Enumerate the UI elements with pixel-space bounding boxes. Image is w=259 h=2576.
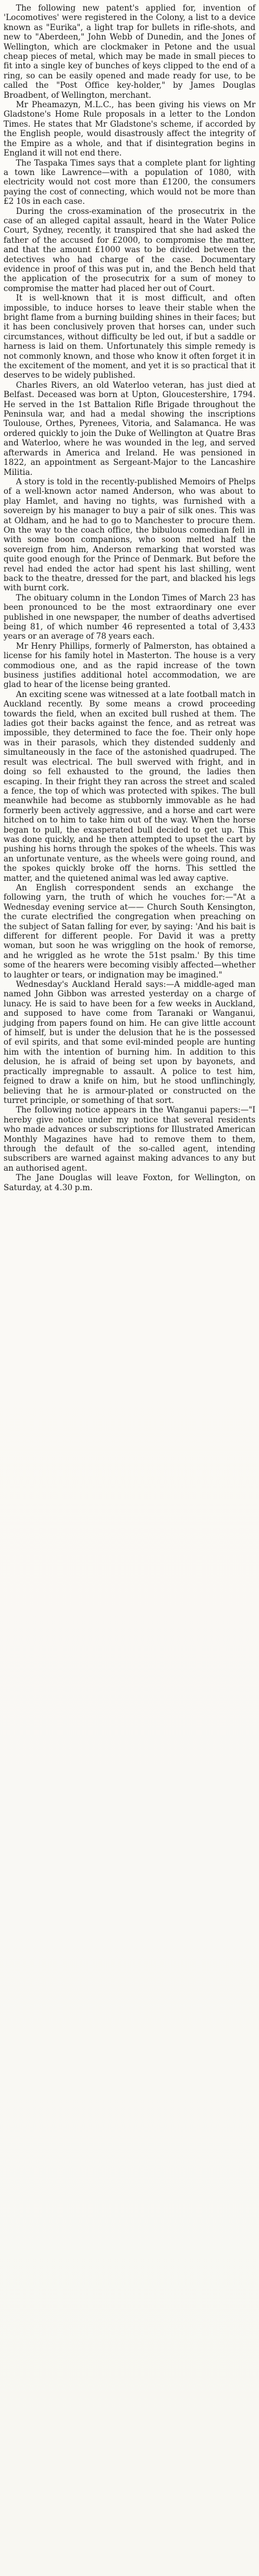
article-electric-lighting: The Taspaka Times says that a complete plant for lighting a town like Lawrence—with a population of 1080, with electricity would not cost more than £1200, the consumers paying the cost of connecting, which would not be more than £2 10s in each case. [4, 158, 255, 207]
article-horses-fire: It is well-known that it is most difficult, and often impossible, to induce horses to leave their stable when the bright flame from a burning building shines in their faces; but it has been conclusively proven that horses can, under such circumstances, without difficulty be led out, if but a saddle or harness is laid on them. Unfortunately this simple remedy is not commonly known, and those who know it often forget it in the excitement of the moment, and yet it is so practical that it deserves to be widely published. [4, 293, 255, 381]
article-actor-anderson: A story is told in the recently-published Memoirs of Phelps of a well-known actor named Anderson, who was about to play Hamlet, and having no tights, was furnished with a sovereign by his manager to buy a pair of silk ones. This was at Oldham, and he had to go to Manchester to procure them. On the way to the coach office, the bibulous comedian fell in with some boon companions, who soon melted half the sovereign from him, Anderson remarking that worsted was quite good enough for the Prince of Denmark. But before the revel had ended the actor had spent his last shilling, went back to the theatre, dressed for the part, and blacked his legs with burnt cork. [4, 477, 255, 593]
article-bull-football-match: An exciting scene was witnessed at a late football match in Auckland recently. By some means a crowd proceeding towards the field, when an excited bull rushed at them. The ladies got their backs against the fence, and as retreat was impossible, they determined to face the foe. Their only hope was in their parasols, which they distended suddenly and simultaneously in the face of the astonished quadruped. The result was electrical. The bull swerved with fright, and in doing so fell exhausted to the ground, the ladies then escaping. In their fright they ran across the street and scaled a fence, the top of which was protected with spikes. The bull meanwhile had become as stubbornly immovable as he had formerly been actively aggressive, and a horse and cart were hitched on to him to take him out of the way. When the horse began to pull, the exasperated bull decided to get up. This was done quickly, and he then attempted to upset the cart by pushing his horns through the spokes of the wheels. This was an unfortunate venture, as the wheels were going round, and the spokes quickly broke off the horns. This settled the matter, and the quietened animal was led away captive. [4, 689, 255, 883]
article-waterloo-veteran: Charles Rivers, an old Waterloo veteran, has just died at Belfast. Deceased was born at Upton, Gloucestershire, 1794. He served in the 1st Battalion Rifle Brigade throughout the Peninsula war, and had a medal showing the inscriptions Toulouse, Orthes, Pyrenees, Vitoria, and Salamanca. He was ordered quickly to join the Duke of Wellington at Quatre Bras and Waterloo, where he was wounded in the leg, and served afterwards in America and Ireland. He was pensioned in 1822, an appointment as Sergeant-Major to the Lancashire Militia. [4, 380, 255, 477]
article-hotel-license: Mr Henry Phillips, formerly of Palmerston, has obtained a license for his family hotel in Masterton. The house is a very commodious one, and as the rapid increase of the town business justifies additional hotel accommodation, we are glad to hear of the license being granted. [4, 641, 255, 690]
article-wanganui-notice: The following notice appears in the Wanganui papers:—"I hereby give notice under my notice that several residents who made advances or subscriptions for Illustrated American Monthly Magazines have had to remove them to them, through the default of the so-called agent, intending subscribers are warned against making advances to any but an authorised agent. [4, 1105, 255, 1173]
article-sydney-court-case: During the cross-examination of the prosecutrix in the case of an alleged capital assault, heard in the Water Police Court, Sydney, recently, it transpired that she had asked the father of the accused for £2000, to compromise the matter, and that the amount £1000 was to be divided between the detectives who had charge of the case. Documentary evidence in proof of this was put in, and the Bench held that the application of the prosecutrix for a sum of money to compromise the matter had placed her out of Court. [4, 206, 255, 293]
article-curate-sermon: An English correspondent sends an exchange the following yarn, the truth of which he vouches for:—"At a Wednesday evening service at—— Church South Kensington, the curate electrified the congregation when preaching on the subject of Satan falling for ever, by saying: 'And his bait is different for different people. For David it was a pretty woman, but soon he was wriggling on the hook of remorse, and he wriggled as he wrote the 51st psalm.' By this time some of the hearers were becoming visibly affected—whether to laughter or tears, or indignation may be imagined." [4, 883, 255, 980]
article-patents: The following new patent's applied for, invention of 'Locomotives' were registered in the Colony, a list to a device known as "Eurika", a light trap for bullets in rifle-shots, and new to "Aberdeen," John Webb of Dunedin, and the Jones of Wellington, which are clockmaker in Petone and the usual cheap pieces of metal, which may be made in small pieces to fit into a single key of bunches of keys clipped to the end of a ring, so can be easily opened and made ready for use, to be called the "Post Office key-holder," by James Douglas Broadbent, of Wellington, merchant. [4, 4, 255, 100]
article-obituary-column: The obituary column in the London Times of March 23 has been pronounced to be the most extraordinary one ever published in one newspaper, the number of deaths advertised being 81, of which number 46 represented a total of 3,433 years or an average of 78 years each. [4, 593, 255, 642]
article-pharazyn-home-rule: Mr Pheamazyn, M.L.C., has been giving his views on Mr Gladstone's Home Rule proposals in a letter to the London Times. He states that Mr Gladstone's scheme, if accorded by the English people, would disastrously affect the integrity of the Empire as a whole, and that if disintegration begins in England it will not end there. [4, 100, 255, 158]
article-jane-douglas: The Jane Douglas will leave Foxton, for Wellington, on Saturday, at 4.30 p.m. [4, 1173, 255, 1193]
article-lunacy-arrest: Wednesday's Auckland Herald says:—A middle-aged man named John Gibbon was arrested yesterday on a charge of lunacy. He is said to have been for a few weeks in Auckland, and supposed to have come from Taranaki or Wanganui, judging from papers found on him. He can give little account of himself, but is under the delusion that he is the possessed of evil spirits, and that some evil-minded people are hunting him with the intention of burning him. In addition to this delusion, he is afraid of being set upon by bayonets, and practically impregnable to assault. A police to test him, feigned to draw a knife on him, but he stood unflinchingly, believing that he is armour-plated or constructed on the turret principle, or something of that sort. [4, 980, 255, 1105]
